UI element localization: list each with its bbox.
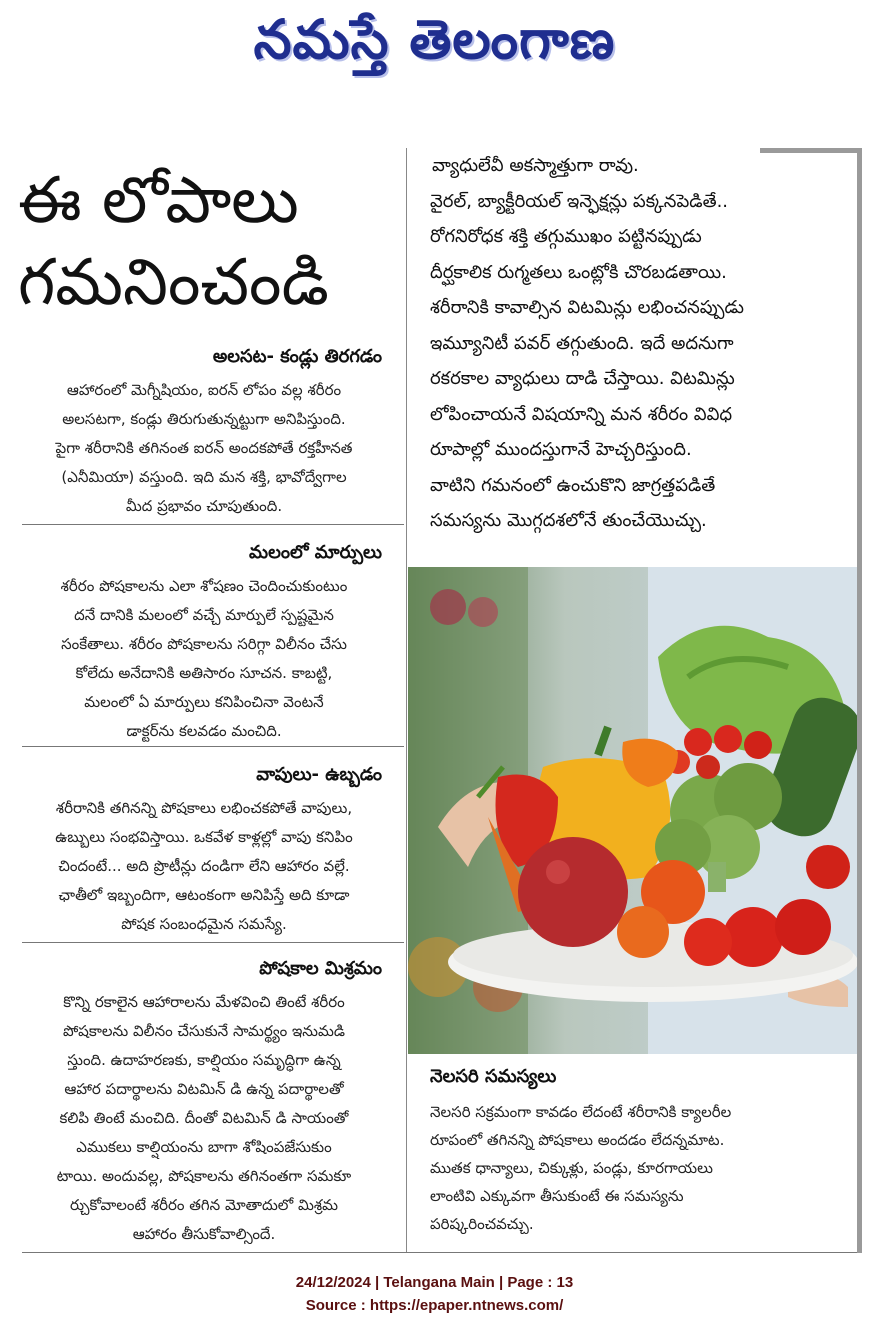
intro-line: రోగనిరోధక శక్తి తగ్గుముఖం పట్టినప్పుడు <box>430 226 702 247</box>
text-line: ర్చుకోవాలంటే శరీరం తగిన మోతాదులో మిశ్రమ <box>70 1196 338 1214</box>
section-swelling <box>22 762 404 943</box>
section-body <box>22 794 404 939</box>
text-line: కోలేదు అనేదానికి అతిసారం సూచన. కాబట్టి, <box>75 664 333 682</box>
section-title: పోషకాల మిశ్రమం <box>259 958 382 979</box>
column-divider <box>406 148 407 1253</box>
caption-title: నెలసరి సమస్యలు <box>430 1066 557 1087</box>
headline-line-1: ఈ లోపాలు <box>18 164 299 238</box>
text-line: శరీరం పోషకాలను ఎలా శోషణం చెందించుకుంటుం <box>60 577 348 595</box>
bottom-rule <box>22 1252 862 1253</box>
headline-line-2: గమనించండి <box>18 246 329 320</box>
text-line: (ఎనీమియా) వస్తుంది. ఇది మన శక్తి, భావోద్వేగాల <box>61 468 347 486</box>
text-line: కలిపి తింటే మంచిది. దీంతో విటమిన్ డి సాయంతో <box>59 1109 349 1127</box>
section-body <box>22 376 404 521</box>
intro-line: రకరకాల వ్యాధులు దాడి చేస్తాయి. విటమిన్లు <box>430 368 735 389</box>
text-line: స్తుంది. ఉదాహరణకు, కాల్షియం సమృద్ధిగా ఉన్న <box>67 1051 341 1069</box>
text-line: ఎముకలు కాల్షియంను బాగా శోషింపజేసుకుం <box>76 1138 332 1156</box>
text-line: ఆహార పదార్థాలను విటమిన్ డి ఉన్న పదార్థాలతో <box>64 1080 344 1098</box>
text-line: డాక్టర్‌ను కలవడం మంచిది. <box>126 722 282 740</box>
section-body <box>22 572 404 746</box>
intro-line: ఇమ్యూనిటీ పవర్ తగ్గుతుంది. ఇదే అదనుగా <box>430 332 734 354</box>
section-nutrient-mix <box>22 956 404 1252</box>
intro-line: శరీరానికి కావాల్సిన విటమిన్లు లభించనప్పుడు <box>430 297 745 318</box>
text-line: ముతక ధాన్యాలు, చిక్కుళ్లు, పండ్లు, కూరగాయలు <box>430 1159 713 1177</box>
caption-body <box>430 1098 850 1238</box>
intro-line: రూపాల్లో ముందస్తుగానే హెచ్చరిస్తుంది. <box>430 439 692 460</box>
article-headline <box>18 160 398 324</box>
intro-line: దీర్ఘకాలిక రుగ్మతలు ఒంట్లోకి చొరబడతాయి. <box>430 261 727 283</box>
text-line: ఛాతీలో ఇబ్బందిగా, ఆటంకంగా అనిపిస్తే అది కూడా <box>58 886 350 904</box>
text-line: దనే దానికి మలంలో వచ్చే మార్పులే స్పష్టమైన <box>74 606 334 624</box>
text-line: మీద ప్రభావం చూపుతుంది. <box>125 497 283 515</box>
text-line: పోషక సంబంధమైన సమస్యే. <box>121 915 287 933</box>
text-line: అలసటగా, కండ్లు తిరుగుతున్నట్టుగా అనిపిస్తుంది. <box>62 410 346 428</box>
footer-dateline: 24/12/2024 | Telangana Main | Page : 13 <box>295 1274 574 1291</box>
section-fatigue <box>22 344 404 525</box>
text-line: శరీరానికి తగినన్ని పోషకాలు లభించకపోతే వాపులు, <box>55 799 353 817</box>
vegetables-bowl-illustration <box>408 567 857 1054</box>
intro-line: లోపించాయనే విషయాన్ని మన శరీరం వివిధ <box>430 403 733 425</box>
vegetables-photo <box>408 567 857 1054</box>
text-line: పోషకాలను విలీనం చేసుకునే సామర్థ్యం ఇనుమడి <box>63 1022 345 1040</box>
intro-line: సమస్యను మొగ్గదశలోనే తుంచేయొచ్చు. <box>430 510 707 531</box>
footer-source-link[interactable]: Source : https://epaper.ntnews.com/ <box>305 1297 564 1314</box>
section-stool-changes <box>22 540 404 747</box>
masthead-logo: నమస్తే తెలంగాణ <box>253 7 616 71</box>
box-frame-right <box>857 148 862 1253</box>
section-title: వాపులు- ఉబ్బడం <box>256 764 382 785</box>
text-line: ఉబ్బులు సంభవిస్తాయి. ఒకవేళ కాళ్లల్లో వాపు కనిపిం <box>55 828 353 846</box>
text-line: పరిష్కరించవచ్చు. <box>430 1215 534 1233</box>
text-line: టాయి. అందువల్ల, పోషకాలను తగినంతగా సమకూ <box>56 1167 352 1185</box>
text-line: సంకేతాలు. శరీరం పోషకాలను సరిగ్గా విలీనం చేసు <box>61 635 347 653</box>
text-line: మలంలో ఏ మార్పులు కనిపించినా వెంటనే <box>84 693 324 711</box>
intro-text <box>412 148 852 539</box>
intro-line: వ్యాధులేవీ అకస్మాత్తుగా రావు. <box>432 155 639 176</box>
text-line: ఆహారం తీసుకోవాల్సిందే. <box>132 1225 276 1243</box>
text-line: కొన్ని రకాలైన ఆహారాలను మేళవించి తింటే శరీరం <box>63 993 345 1011</box>
section-title: అలసట- కండ్లు తిరగడం <box>212 346 382 367</box>
text-line: ఆహారంలో మెగ్నీషియం, ఐరన్ లోపం వల్ల శరీరం <box>66 381 342 399</box>
intro-line: వాటిని గమనంలో ఉంచుకొని జాగ్రత్తపడితే <box>430 474 716 496</box>
section-title: మలంలో మార్పులు <box>249 542 382 563</box>
text-line: లాంటివి ఎక్కువగా తీసుకుంటే ఈ సమస్యను <box>430 1187 684 1205</box>
section-body <box>22 988 404 1249</box>
text-line: పైగా శరీరానికి తగినంత ఐరన్ అందకపోతే రక్తహీనత <box>55 439 353 457</box>
intro-line: వైరల్, బ్యాక్టీరియల్ ఇన్ఫెక్షన్లు పక్కనపెడితే.. <box>430 190 729 212</box>
text-line: రూపంలో తగినన్ని పోషకాలు అందడం లేదన్నమాట. <box>430 1131 725 1149</box>
text-line: చిందంటే... అది ప్రొటీన్లు దండిగా లేని ఆహారం వల్లే. <box>58 857 350 875</box>
text-line: నెలసరి సక్రమంగా కావడం లేదంటే శరీరానికి క్యాలరీల <box>430 1103 732 1121</box>
